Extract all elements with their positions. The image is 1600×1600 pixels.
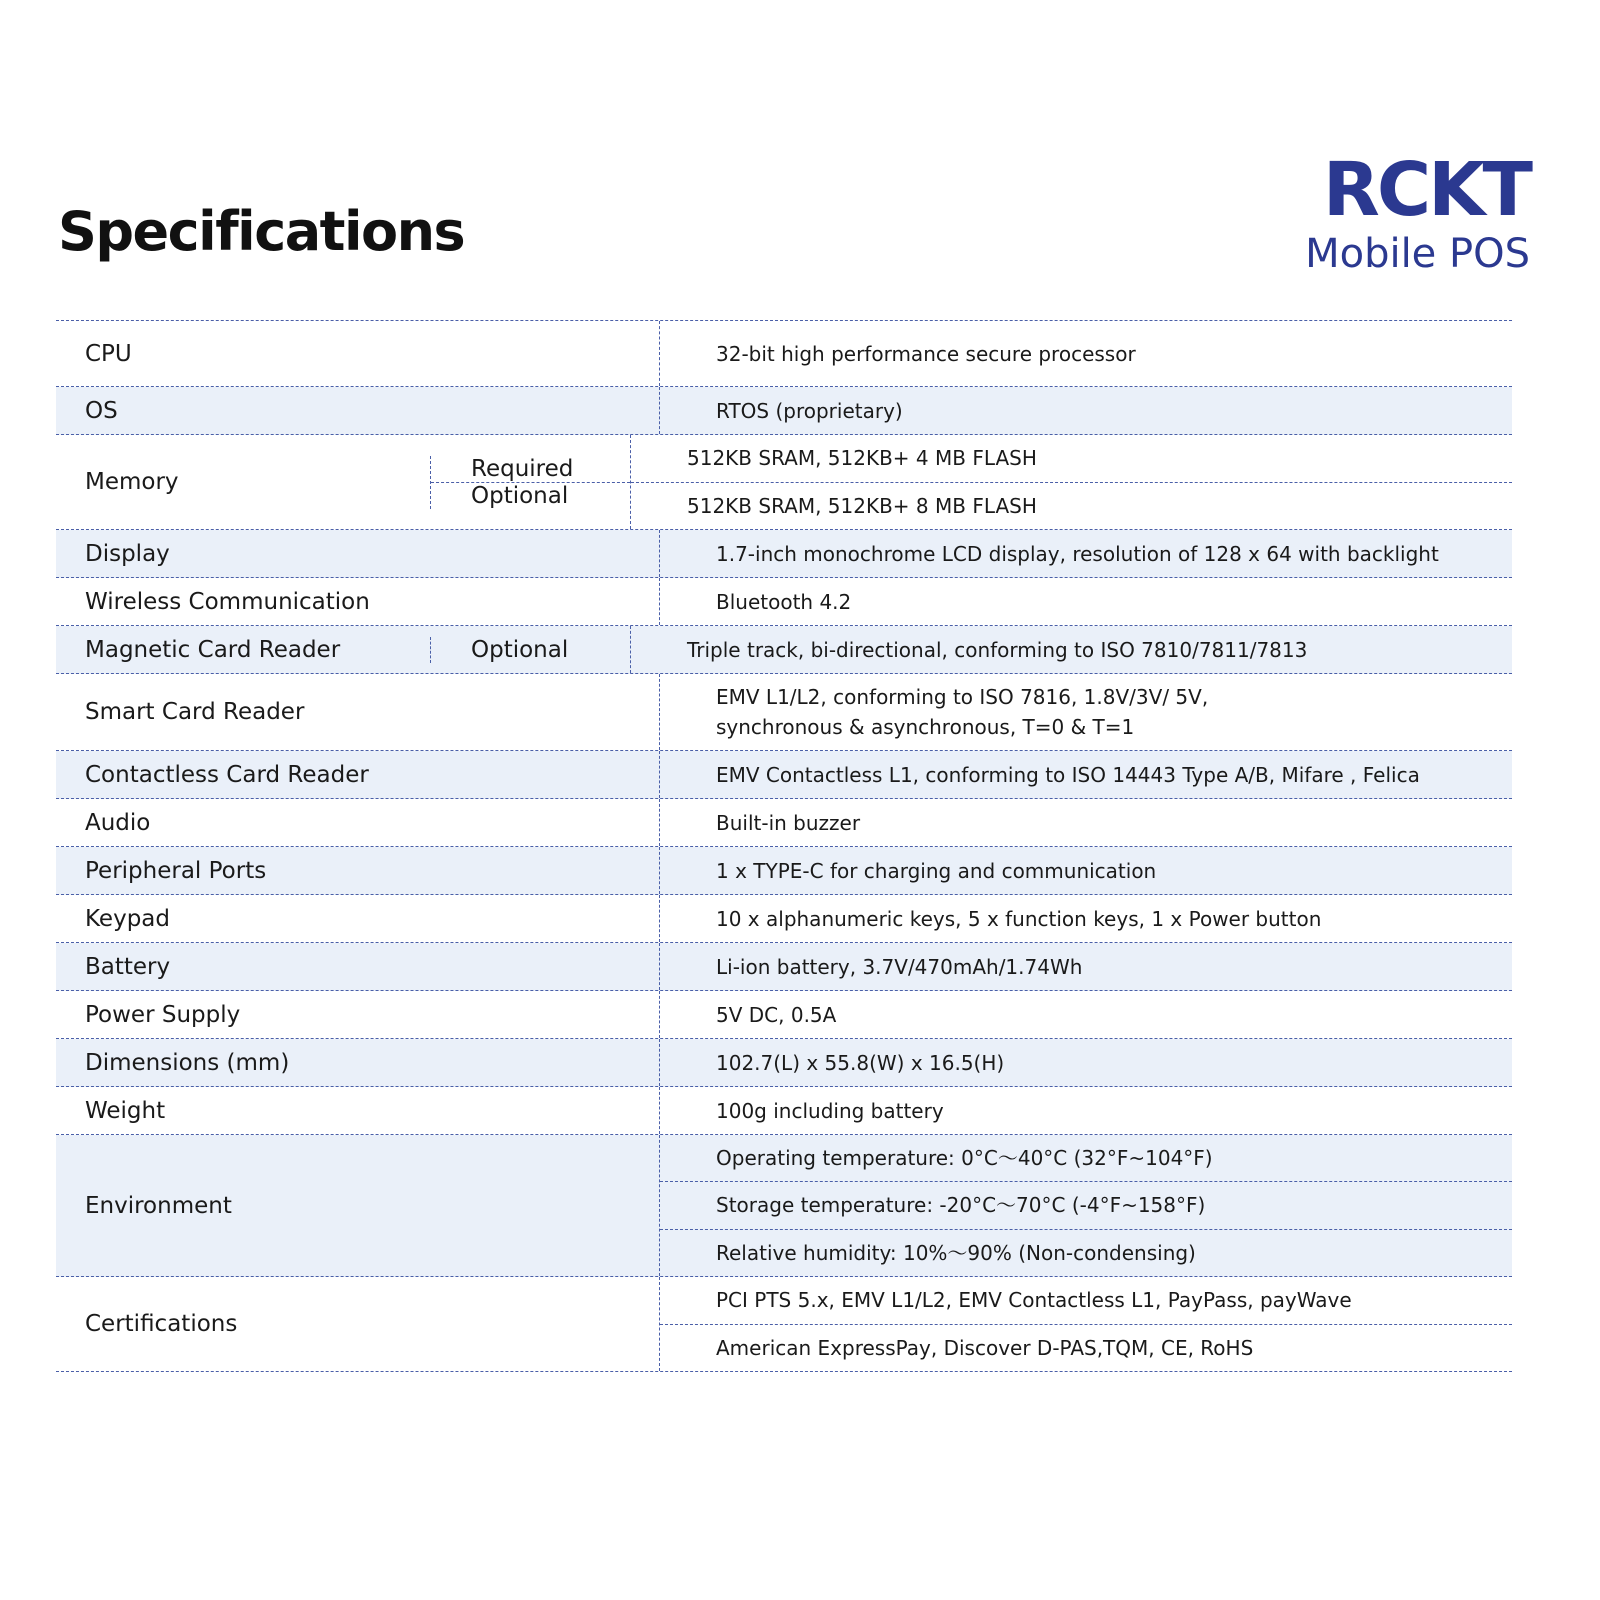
spec-row xyxy=(56,991,1512,1039)
spec-value: Operating temperature: 0°C～40°C (32°F~104°F) xyxy=(716,1146,1213,1171)
spec-value: EMV L1/L2, conforming to ISO 7816, 1.8V/3V/ 5V, synchronous & asynchronous, T=0 & T=1 xyxy=(716,685,1209,739)
spec-label: CPU xyxy=(85,340,132,367)
spec-values xyxy=(630,435,1512,529)
spec-row xyxy=(56,1039,1512,1087)
spec-row xyxy=(56,578,1512,626)
spec-value: 32-bit high performance secure processor xyxy=(716,341,1136,366)
spec-label: Dimensions (mm) xyxy=(85,1049,290,1076)
spec-label-cell xyxy=(56,435,630,529)
spec-value: RTOS (proprietary) xyxy=(716,398,903,423)
spec-row xyxy=(56,895,1512,943)
spec-values xyxy=(659,799,1512,846)
spec-row xyxy=(56,626,1512,674)
spec-value: EMV Contactless L1, conforming to ISO 14443 Type A/B, Mifare , Felica xyxy=(716,762,1420,787)
spec-label: Contactless Card Reader xyxy=(85,761,369,788)
spec-label: Audio xyxy=(85,809,151,836)
spec-value: Relative humidity: 10%～90% (Non-condensing) xyxy=(660,1229,1512,1276)
spec-values xyxy=(659,943,1512,990)
spec-value: 512KB SRAM, 512KB+ 4 MB FLASH xyxy=(687,446,1037,471)
spec-sublabels xyxy=(430,456,630,509)
spec-value: 1.7-inch monochrome LCD display, resolution of 128 x 64 with backlight xyxy=(716,541,1439,566)
spec-values xyxy=(630,626,1512,673)
spec-value: Bluetooth 4.2 xyxy=(716,589,852,614)
spec-value: 102.7(L) x 55.8(W) x 16.5(H) xyxy=(716,1050,1005,1075)
spec-value: Built-in buzzer xyxy=(716,810,861,835)
spec-row xyxy=(56,1087,1512,1135)
spec-values xyxy=(659,578,1512,625)
spec-row xyxy=(56,751,1512,799)
spec-values xyxy=(659,1039,1512,1086)
spec-row xyxy=(56,943,1512,991)
spec-value: PCI PTS 5.x, EMV L1/L2, EMV Contactless L1, PayPass, payWave xyxy=(716,1288,1352,1313)
spec-row xyxy=(56,1135,1512,1277)
brand-subtitle: Mobile POS xyxy=(1305,231,1530,277)
spec-label: Battery xyxy=(85,953,171,980)
brand-logo xyxy=(1305,148,1530,276)
spec-label: Power Supply xyxy=(85,1001,241,1028)
spec-label: Keypad xyxy=(85,905,170,932)
spec-value: 100g including battery xyxy=(716,1098,944,1123)
spec-label: Certifications xyxy=(85,1311,238,1337)
spec-label: Magnetic Card Reader xyxy=(85,636,341,663)
spec-sublabel: Optional xyxy=(471,636,569,663)
page-title: Specifications xyxy=(58,200,465,263)
spec-row xyxy=(56,847,1512,895)
spec-value: 1 x TYPE-C for charging and communication xyxy=(716,858,1157,883)
spec-row xyxy=(56,435,1512,530)
spec-values xyxy=(659,321,1512,386)
spec-value: Triple track, bi-directional, conforming to ISO 7810/7811/7813 xyxy=(687,637,1308,662)
spec-sublabels xyxy=(430,637,630,663)
spec-values xyxy=(659,751,1512,798)
spec-row xyxy=(56,799,1512,847)
spec-row xyxy=(56,1277,1512,1372)
spec-label: Weight xyxy=(85,1097,166,1124)
spec-values xyxy=(659,1135,1512,1276)
spec-sublabel: Optional xyxy=(431,482,630,509)
spec-label: Environment xyxy=(85,1192,232,1219)
spec-values xyxy=(659,1087,1512,1134)
spec-label: OS xyxy=(85,397,118,424)
spec-value: Li-ion battery, 3.7V/470mAh/1.74Wh xyxy=(716,954,1083,979)
spec-row xyxy=(56,530,1512,578)
spec-row xyxy=(56,321,1512,387)
spec-values xyxy=(659,1277,1512,1371)
spec-row xyxy=(56,674,1512,751)
spec-value: 512KB SRAM, 512KB+ 8 MB FLASH xyxy=(631,482,1512,530)
spec-values xyxy=(659,674,1512,750)
spec-row xyxy=(56,387,1512,435)
spec-label-cell xyxy=(56,626,630,673)
spec-label: Display xyxy=(85,540,170,567)
spec-value: Storage temperature: -20°C～70°C (-4°F~158°F) xyxy=(660,1181,1512,1228)
spec-label: Smart Card Reader xyxy=(85,699,305,725)
spec-value: American ExpressPay, Discover D-PAS,TQM, CE, RoHS xyxy=(660,1324,1512,1372)
spec-value: 10 x alphanumeric keys, 5 x function keys, 1 x Power button xyxy=(716,906,1322,931)
spec-table xyxy=(56,320,1512,1372)
spec-sublabel: Required xyxy=(471,455,574,482)
spec-label: Memory xyxy=(85,469,179,495)
spec-values xyxy=(659,991,1512,1038)
spec-values xyxy=(659,387,1512,434)
brand-name: RCKT xyxy=(1322,147,1530,233)
spec-value: 5V DC, 0.5A xyxy=(716,1002,837,1027)
spec-values xyxy=(659,847,1512,894)
spec-values xyxy=(659,530,1512,577)
spec-label: Peripheral Ports xyxy=(85,857,267,884)
spec-label: Wireless Communication xyxy=(85,588,370,615)
spec-values xyxy=(659,895,1512,942)
